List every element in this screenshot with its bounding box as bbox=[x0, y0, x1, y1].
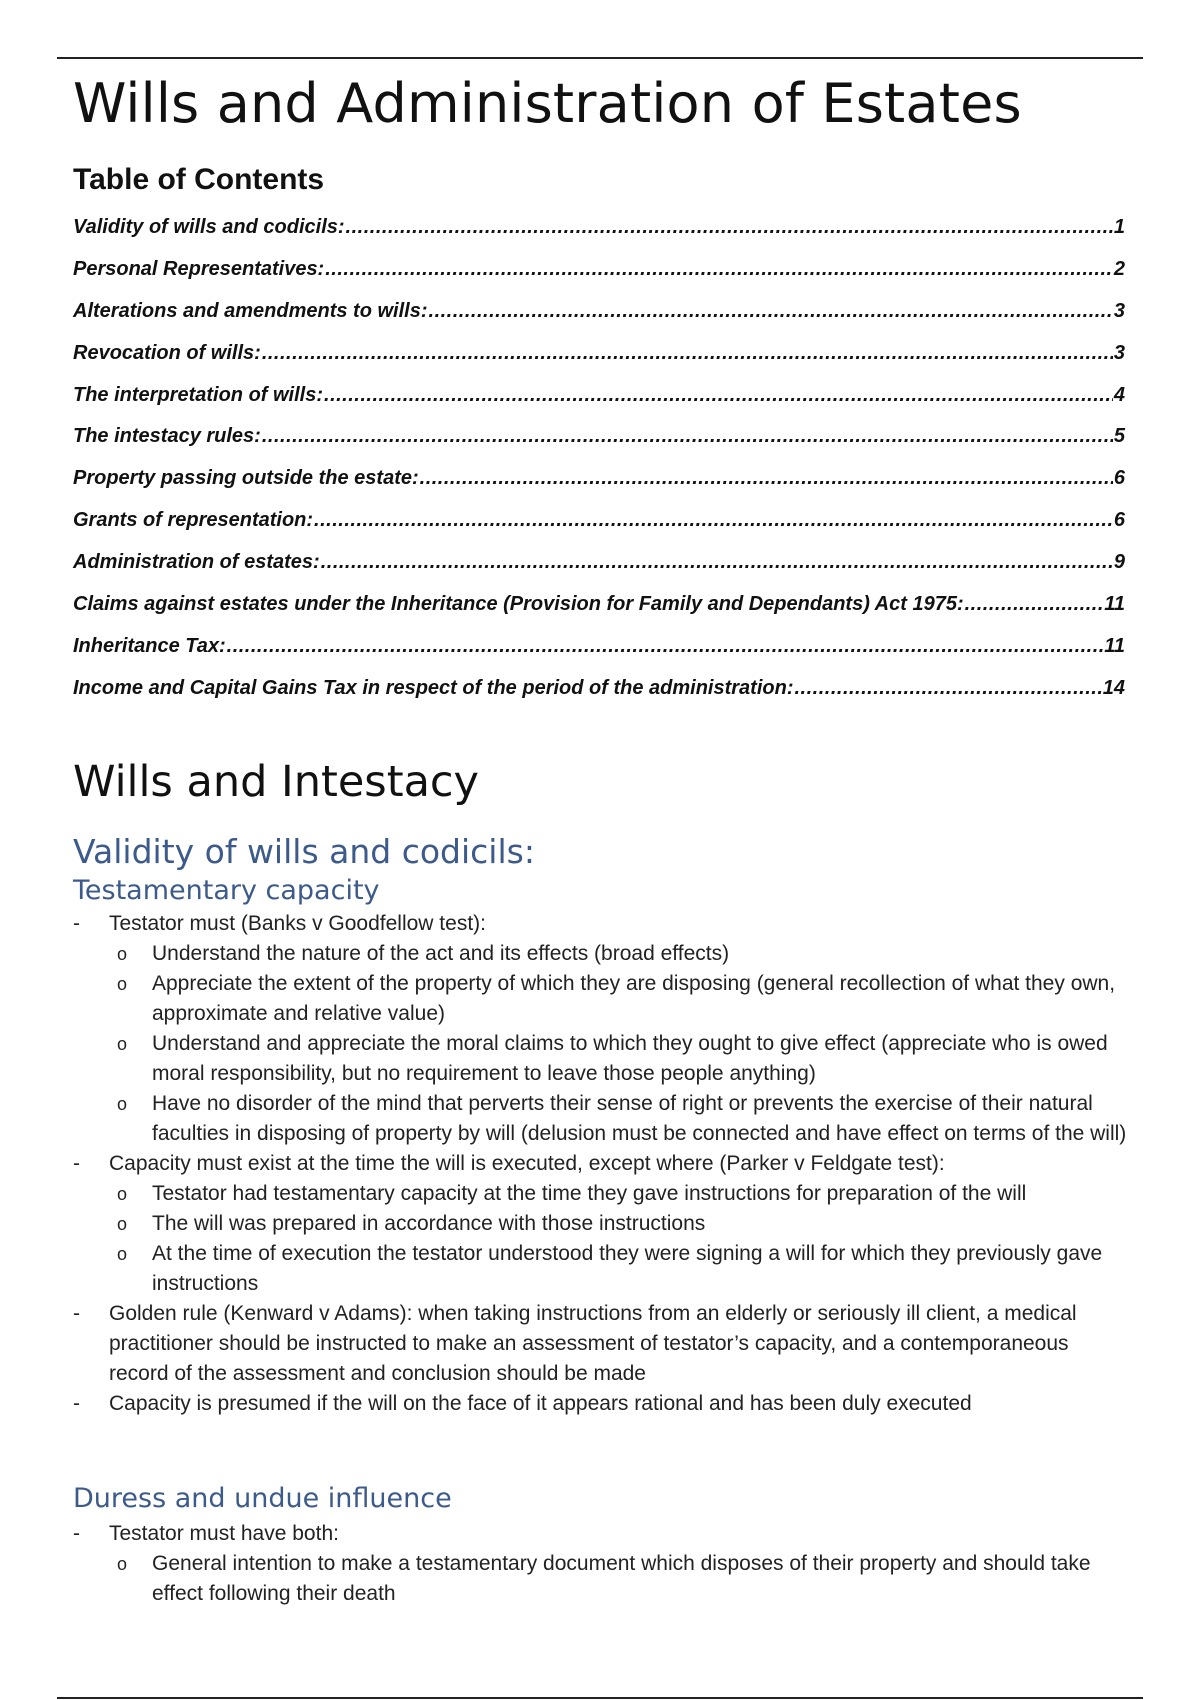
circle-bullet: o bbox=[117, 1184, 128, 1204]
toc-entry[interactable] bbox=[73, 338, 1125, 380]
sub-list-item bbox=[73, 1089, 1133, 1149]
list-item-text: At the time of execution the testator understood they were signing a will for which they previously gave instructions bbox=[152, 1242, 1103, 1295]
toc-dot-leader bbox=[420, 463, 1113, 493]
list-item-text: Testator had testamentary capacity at the time they gave instructions for preparation of the will bbox=[152, 1182, 1027, 1205]
toc-dot-leader bbox=[262, 338, 1113, 368]
toc-entry[interactable] bbox=[73, 296, 1125, 338]
toc-dot-leader bbox=[429, 296, 1113, 326]
list-item-text: Understand the nature of the act and its effects (broad effects) bbox=[152, 942, 730, 965]
toc-entry-page: 2 bbox=[1113, 257, 1125, 280]
dash-bullet: - bbox=[73, 1302, 80, 1325]
toc-dot-leader bbox=[325, 254, 1113, 284]
list-item-text: The will was prepared in accordance with those instructions bbox=[152, 1212, 706, 1235]
validity-heading: Validity of wills and codicils: bbox=[73, 832, 535, 871]
sub-list-item bbox=[73, 1239, 1133, 1299]
document-title: Wills and Administration of Estates bbox=[73, 72, 1022, 135]
toc-heading: Table of Contents bbox=[73, 163, 325, 196]
sub-list-item bbox=[73, 1209, 1133, 1239]
toc-dot-leader bbox=[262, 421, 1113, 451]
sub-list-item bbox=[73, 969, 1133, 1029]
list-item-text: Testator must have both: bbox=[109, 1522, 339, 1545]
circle-bullet: o bbox=[117, 1554, 128, 1574]
list-item bbox=[73, 1389, 1133, 1419]
list-item-text: Appreciate the extent of the property of which they are disposing (general recollection of what they own, approximate and relative value) bbox=[152, 972, 1116, 1025]
toc-entry-page: 5 bbox=[1113, 425, 1125, 448]
list-item-text: Understand and appreciate the moral claims to which they ought to give effect (appreciate who is owed moral responsibility, but no requirement to leave those people anything) bbox=[152, 1032, 1108, 1085]
top-rule bbox=[57, 57, 1143, 59]
circle-bullet: o bbox=[117, 974, 128, 994]
bottom-rule bbox=[57, 1697, 1143, 1699]
list-item-text: General intention to make a testamentary document which disposes of their property and should take effect following their death bbox=[152, 1552, 1091, 1605]
toc-entry[interactable] bbox=[73, 380, 1125, 422]
toc-entry-label: Alterations and amendments to wills: bbox=[73, 299, 428, 322]
circle-bullet: o bbox=[117, 944, 128, 964]
toc-entry-label: Claims against estates under the Inheritance (Provision for Family and Dependants) Act 1975: bbox=[73, 593, 964, 616]
toc-entry-page: 3 bbox=[1113, 341, 1125, 364]
toc-dot-leader bbox=[321, 547, 1113, 577]
toc-dot-leader bbox=[324, 380, 1113, 410]
list-item bbox=[73, 1299, 1133, 1389]
list-item bbox=[73, 1519, 1133, 1549]
sub-list-item bbox=[73, 1029, 1133, 1089]
dash-bullet: - bbox=[73, 1522, 80, 1545]
list-item bbox=[73, 1149, 1133, 1179]
list-item-text: Testator must (Banks v Goodfellow test): bbox=[109, 912, 486, 935]
toc-entry-page: 6 bbox=[1113, 467, 1125, 490]
toc-entry[interactable] bbox=[73, 505, 1125, 547]
dash-bullet: - bbox=[73, 1392, 80, 1415]
toc-entry[interactable] bbox=[73, 463, 1125, 505]
toc-entry-label: Inheritance Tax: bbox=[73, 634, 226, 657]
circle-bullet: o bbox=[117, 1094, 128, 1114]
toc-entry-label: Property passing outside the estate: bbox=[73, 467, 419, 490]
list-item-text: Capacity is presumed if the will on the face of it appears rational and has been duly executed bbox=[109, 1392, 972, 1415]
toc-entry-label: Income and Capital Gains Tax in respect of the period of the administration: bbox=[73, 676, 794, 699]
list-item-text: Golden rule (Kenward v Adams): when taking instructions from an elderly or seriously ill client, a medical practitioner should be instructed to make an assessment of testator’s capacity, and a contemporaneous record of the assessment and conclusion should be made bbox=[109, 1302, 1077, 1385]
toc-entry[interactable] bbox=[73, 421, 1125, 463]
toc-entry[interactable] bbox=[73, 673, 1125, 715]
circle-bullet: o bbox=[117, 1214, 128, 1234]
toc-dot-leader bbox=[346, 212, 1113, 242]
toc-entry-label: Validity of wills and codicils: bbox=[73, 216, 345, 238]
capacity-heading: Testamentary capacity bbox=[73, 875, 380, 906]
toc-entry[interactable] bbox=[73, 631, 1125, 673]
toc-entry-label: The intestacy rules: bbox=[73, 425, 261, 448]
toc-entry[interactable] bbox=[73, 589, 1125, 631]
circle-bullet: o bbox=[117, 1244, 128, 1264]
toc-entry-label: Administration of estates: bbox=[73, 551, 320, 574]
toc-entry[interactable] bbox=[73, 254, 1125, 296]
duress-heading: Duress and undue influence bbox=[73, 1483, 452, 1514]
toc-dot-leader bbox=[227, 631, 1104, 661]
toc-entry-page: 14 bbox=[1102, 676, 1125, 699]
toc-entry-page: 1 bbox=[1113, 216, 1125, 238]
toc-dot-leader bbox=[314, 505, 1113, 535]
toc-entry-page: 11 bbox=[1104, 593, 1125, 616]
dash-bullet: - bbox=[73, 912, 80, 935]
circle-bullet: o bbox=[117, 1034, 128, 1054]
toc-entry[interactable] bbox=[73, 212, 1125, 254]
sub-list-item bbox=[73, 939, 1133, 969]
toc-entry-label: Revocation of wills: bbox=[73, 341, 261, 364]
duress-list bbox=[73, 1519, 1133, 1609]
toc-entry-page: 4 bbox=[1113, 383, 1125, 406]
list-item bbox=[73, 909, 1133, 939]
toc-dot-leader bbox=[965, 589, 1104, 619]
toc-entry[interactable] bbox=[73, 547, 1125, 589]
dash-bullet: - bbox=[73, 1152, 80, 1175]
list-item-text: Capacity must exist at the time the will is executed, except where (Parker v Feldgate test): bbox=[109, 1152, 945, 1175]
toc-dot-leader bbox=[794, 673, 1101, 703]
sub-list-item bbox=[73, 1549, 1133, 1609]
sub-list-item bbox=[73, 1179, 1133, 1209]
capacity-list bbox=[73, 909, 1133, 1419]
toc-entry-page: 6 bbox=[1113, 509, 1125, 532]
toc-entry-label: The interpretation of wills: bbox=[73, 383, 324, 406]
table-of-contents bbox=[73, 212, 1125, 715]
toc-entry-page: 11 bbox=[1104, 634, 1125, 657]
list-item-text: Have no disorder of the mind that perverts their sense of right or prevents the exercise of their natural faculties in disposing of property by will (delusion must be connected and have effect on terms of the will) bbox=[152, 1092, 1127, 1145]
toc-entry-label: Grants of representation: bbox=[73, 509, 314, 532]
toc-entry-page: 9 bbox=[1113, 551, 1125, 574]
toc-entry-label: Personal Representatives: bbox=[73, 257, 325, 280]
section-title: Wills and Intestacy bbox=[73, 757, 480, 807]
toc-entry-page: 3 bbox=[1113, 299, 1125, 322]
